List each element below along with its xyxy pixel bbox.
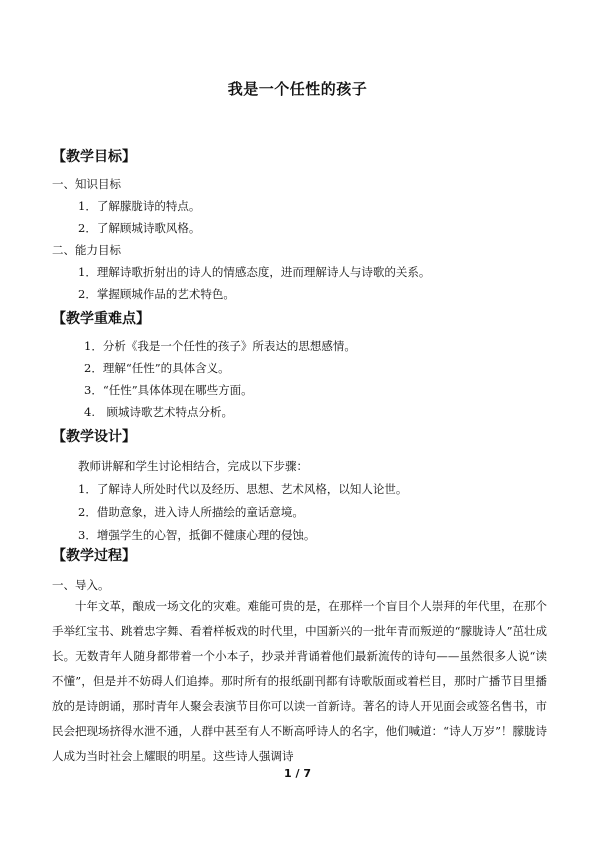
goals-knowledge-item: 1．了解朦胧诗的特点。 bbox=[78, 199, 201, 213]
design-intro: 教师讲解和学生讨论相结合，完成以下步骤： bbox=[78, 459, 308, 473]
goals-ability-label: 二、能力目标 bbox=[52, 243, 121, 257]
keypoints-item: 3．“任性”具体体现在哪些方面。 bbox=[84, 383, 253, 397]
section-heading-process: 【教学过程】 bbox=[52, 548, 136, 564]
process-paragraph: 十年文革，酿成一场文化的灾难。难能可贵的是，在那样一个盲目个人崇拜的年代里，在那个手举红宝书、跳着忠字舞、看着样板戏的时代里，中国新兴的一批年青而叛逆的“朦胧诗人”茁壮成长。无数青年人随身都带着一个小本子，抄录并背诵着他们最新流传的诗句——虽然很多人说“读不懂”，但是并不妨碍人们追捧。那时所有的报纸副刊都有诗歌版面或着栏目，那时广播节目里播放的是诗朗诵，那时青年人聚会表演节目你可以读一首新诗。著名的诗人开见面会或签名售书，市民会把现场挤得水泄不通，人群中甚至有人不断高呼诗人的名字，他们喊道：“诗人万岁”！朦胧诗人成为当时社会上耀眼的明星。这些诗人强调诗 bbox=[52, 599, 547, 763]
section-heading-goals: 【教学目标】 bbox=[52, 149, 136, 165]
process-step-intro: 一、导入。 bbox=[52, 578, 110, 592]
goals-knowledge-label: 一、知识目标 bbox=[52, 177, 121, 191]
page-number: 1 / 7 bbox=[284, 767, 311, 780]
keypoints-item: 2．理解“任性”的具体含义。 bbox=[84, 361, 230, 375]
document-title: 我是一个任性的孩子 bbox=[227, 80, 368, 98]
design-item: 3．增强学生的心智，抵御不健康心理的侵蚀。 bbox=[78, 528, 316, 542]
design-item: 2．借助意象，进入诗人所描绘的童话意境。 bbox=[78, 505, 304, 519]
keypoints-item: 1．分析《我是一个任性的孩子》所表达的思想感情。 bbox=[84, 339, 356, 353]
goals-knowledge-item: 2．了解顾城诗歌风格。 bbox=[78, 221, 201, 235]
section-heading-design: 【教学设计】 bbox=[52, 429, 136, 445]
goals-ability-item: 2．掌握顾城作品的艺术特色。 bbox=[78, 287, 235, 301]
keypoints-item: 4. 顾城诗歌艺术特点分析。 bbox=[84, 405, 233, 419]
design-item: 1．了解诗人所处时代以及经历、思想、艺术风格，以知人论世。 bbox=[78, 482, 408, 496]
section-heading-keypoints: 【教学重难点】 bbox=[52, 311, 150, 327]
goals-ability-item: 1．理解诗歌折射出的诗人的情感态度，进而理解诗人与诗歌的关系。 bbox=[78, 265, 431, 279]
